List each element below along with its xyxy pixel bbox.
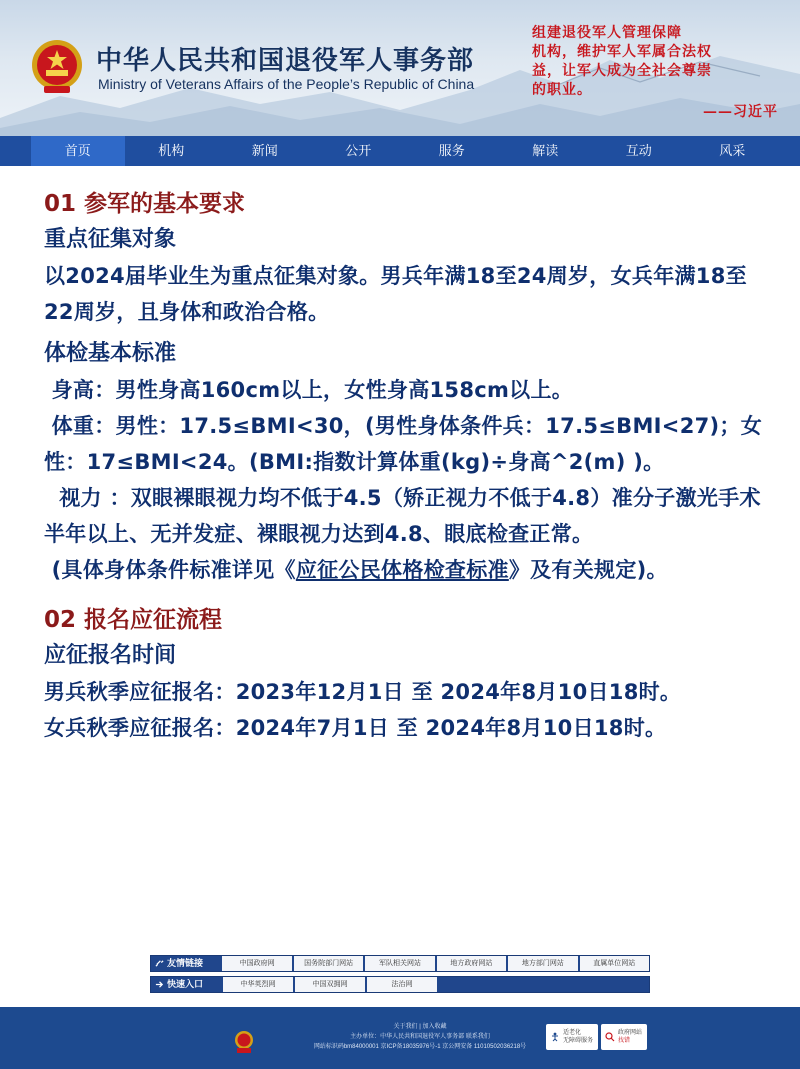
link-bars <box>150 955 650 997</box>
friendly-links-label <box>151 955 220 972</box>
paragraph-male-registration: 男兵秋季应征报名：2023年12月1日 至 2024年8月10日18时。 <box>44 680 682 704</box>
header-banner <box>0 0 800 136</box>
note-text-after: 》及有关规定)。 <box>508 558 668 582</box>
main-nav <box>0 136 800 166</box>
footer-info <box>300 1022 540 1052</box>
nav-item-news[interactable]: 新闻 <box>251 143 278 158</box>
link-state-council-depts[interactable]: 国务院部门网站 <box>294 956 363 971</box>
quick-access-text: 快速入口 <box>167 979 204 989</box>
magnifier-icon <box>605 1032 615 1042</box>
paragraph-weight: 体重：男性：17.5≤BMI<30，(男性身体条件兵：17.5≤BMI<27)；女性：17≤BMI<24。(BMI:指数计算体重(kg)÷身高^2(m) )。 <box>44 414 763 474</box>
footer-registration: 网站标识码bm84000001 京ICP备18035976号-1 京公网安备 11010502036218号 <box>313 1044 527 1050</box>
nav-item-home[interactable]: 首页 <box>31 136 125 166</box>
link-shuangyong-site[interactable]: 中国双拥网 <box>295 977 365 992</box>
nav-item-interpretation[interactable]: 解读 <box>532 143 559 158</box>
paragraph-female-registration: 女兵秋季应征报名：2024年7月1日 至 2024年8月10日18时。 <box>44 716 667 740</box>
paragraph-note <box>44 552 774 588</box>
nav-item-services[interactable]: 服务 <box>438 143 465 158</box>
site-title-en: Ministry of Veterans Affairs of the People’s Republic of China <box>98 76 475 92</box>
note-text-before: (具体身体条件标准详见《 <box>44 558 296 582</box>
friendly-links-row <box>150 955 650 972</box>
nav-item-disclosure[interactable]: 公开 <box>345 143 372 158</box>
link-legal-site[interactable]: 法治网 <box>367 977 437 992</box>
quote-line: 的职业。 <box>532 82 592 98</box>
quote-line: 机构，维护军人军属合法权 <box>532 44 712 60</box>
accessibility-icon <box>550 1032 560 1042</box>
accessibility-badge[interactable] <box>546 1024 598 1050</box>
gov-site-error-badge[interactable] <box>601 1024 647 1050</box>
quick-access-row <box>150 976 650 993</box>
gov-site-badge-line2: 找错 <box>618 1038 631 1044</box>
friendly-links-text: 友情链接 <box>167 958 204 968</box>
paragraph-vision: 视力 ：双眼裸眼视力均不低于4.5（矫正视力不低于4.8）准分子激光手术半年以上、无并发症、裸眼视力达到4.8、眼底检查正常。 <box>44 486 761 546</box>
link-gov-portal[interactable]: 中国政府网 <box>222 956 291 971</box>
quote-line: 组建退役军人管理保障 <box>532 25 682 41</box>
arrow-right-icon <box>155 980 164 989</box>
section-registration-process <box>44 602 774 746</box>
quote-line: 益，让军人成为全社会尊崇 <box>532 63 712 79</box>
link-icon <box>155 959 164 968</box>
gov-site-badge-line1: 政府网站 <box>618 1030 643 1036</box>
nav-item-interaction[interactable]: 互动 <box>625 143 652 158</box>
accessibility-badge-line1: 适老化 <box>563 1030 582 1036</box>
subheading-physical-standards: 体检基本标准 <box>44 341 177 366</box>
physical-exam-standard-link[interactable]: 应征公民体格检查标准 <box>295 558 509 582</box>
paragraph-key-targets: 以2024届毕业生为重点征集对象。男兵年满18至24周岁，女兵年满18至22周岁，且身体和政治合格。 <box>44 264 747 324</box>
section-heading: 01 参军的基本要求 <box>44 191 246 217</box>
section-basic-requirements <box>44 186 774 588</box>
nav-item-organization[interactable]: 机构 <box>158 143 185 158</box>
site-title-cn: 中华人民共和国退役军人事务部 <box>96 46 475 76</box>
link-military-sites[interactable]: 军队相关网站 <box>365 956 434 971</box>
section-heading: 02 报名应征流程 <box>44 607 223 633</box>
link-heroes-site[interactable]: 中华英烈网 <box>223 977 293 992</box>
nav-item-gallery[interactable]: 风采 <box>719 143 746 158</box>
quick-access-label <box>151 976 221 993</box>
link-affiliated-units[interactable]: 直属单位网站 <box>580 956 649 971</box>
subheading-key-targets: 重点征集对象 <box>44 227 177 252</box>
party-emblem-icon <box>234 1030 254 1054</box>
footer-links[interactable]: 关于我们 | 加入收藏 <box>393 1024 447 1030</box>
link-local-dept-sites[interactable]: 地方部门网站 <box>508 956 577 971</box>
subheading-registration-time: 应征报名时间 <box>44 643 177 668</box>
national-emblem-icon <box>30 38 84 96</box>
paragraph-height: 身高：男性身高160cm以上，女性身高158cm以上。 <box>44 378 574 402</box>
footer-sponsor: 主办单位：中华人民共和国退役军人事务部 联系我们 <box>350 1034 490 1040</box>
quote-signature: ——习近平 <box>703 104 778 120</box>
link-local-gov-sites[interactable]: 地方政府网站 <box>437 956 506 971</box>
accessibility-badge-line2: 无障碍服务 <box>563 1038 594 1044</box>
leader-quote <box>532 24 782 122</box>
article-content <box>44 186 774 746</box>
